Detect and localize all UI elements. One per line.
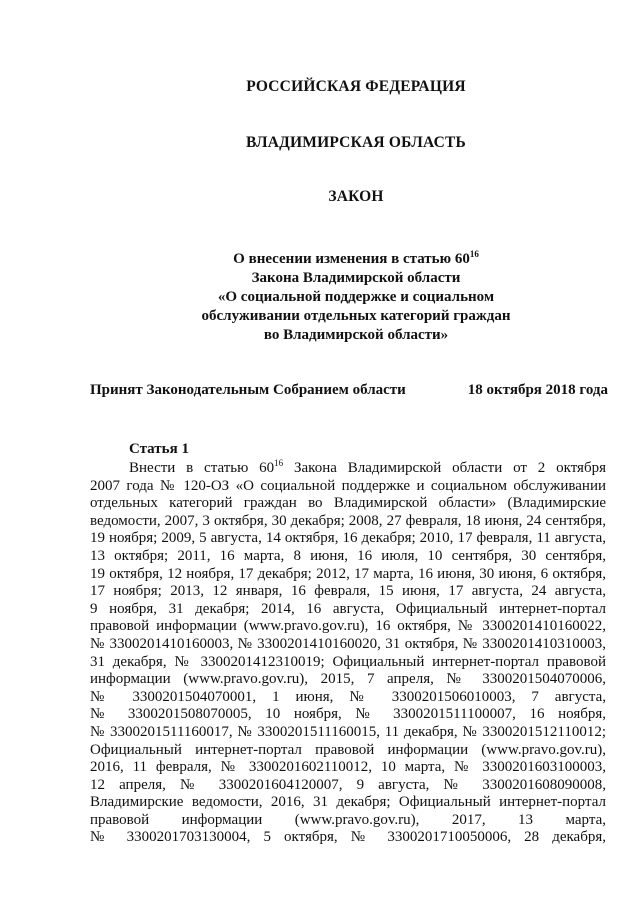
law-title-line-2: Закона Владимирской области <box>251 270 461 286</box>
article-number-superscript: 16 <box>469 249 479 259</box>
article-line: правовой информации (www.pravo.gov.ru), 16 октября, № 3300201410160022, <box>90 618 606 635</box>
law-title-line-4: обслуживании отдельных категорий граждан <box>201 308 511 324</box>
article-line: 19 ноября; 2009, 5 августа, 14 октября, 16 декабря; 2010, 17 февраля, 11 августа, <box>90 530 606 547</box>
law-title <box>36 250 640 345</box>
adoption-date: 18 октября 2018 года <box>467 382 608 398</box>
article-line: 2007 года № 120-ОЗ «О социальной поддержке и социальном обслуживании <box>90 477 606 494</box>
article-line: 13 октября; 2011, 16 марта, 8 июня, 16 июля, 10 сентября, 30 сентября, <box>90 547 606 564</box>
adoption-line <box>90 382 608 399</box>
article-line: 31 декабря, № 3300201412310019; Официальный интернет-портал правовой <box>90 653 606 670</box>
article-line: 2016, 11 февраля, № 3300201602110012, 10 марта, № 3300201603100003, <box>90 759 606 776</box>
law-title-line-5: во Владимирской области» <box>263 327 449 343</box>
law-title-line-1: О внесении изменения в статью $60^{16}$ <box>233 249 479 267</box>
article-line: информации (www.pravo.gov.ru), 2015, 7 апреля, № 3300201504070006, <box>90 671 606 688</box>
article-line: № 3300201508070005, 10 ноября, № 3300201511100007, 16 ноября, <box>90 706 606 723</box>
article-line: 17 ноября; 2013, 12 января, 16 февраля, 15 июня, 17 августа, 24 августа, <box>90 583 606 600</box>
law-title-line-3: «О социальной поддержке и социальном <box>217 289 495 305</box>
article-line: 9 ноября, 31 декабря; 2014, 16 августа, Официальный интернет-портал <box>90 600 606 617</box>
article-line: правовой информации (www.pravo.gov.ru), 2017, 13 марта, <box>90 811 606 828</box>
article-line: № 3300201703130004, 5 октября, № 3300201710050006, 28 декабря, <box>90 829 606 846</box>
country-heading: РОССИЙСКАЯ ФЕДЕРАЦИЯ <box>246 78 466 95</box>
article-line: отдельных категорий граждан во Владимирской области» (Владимирские <box>90 495 606 512</box>
article-line: Официальный интернет-портал правовой информации (www.pravo.gov.ru), <box>90 741 606 758</box>
region-heading: ВЛАДИМИРСКАЯ ОБЛАСТЬ <box>246 134 466 151</box>
article-line: Внести в статью $60^{16}$ Закона Владимирской области от 2 октября <box>129 458 606 476</box>
adopted-by: Принят Законодательным Собранием области <box>90 382 406 398</box>
article-body <box>90 460 606 847</box>
document-type-heading: ЗАКОН <box>328 188 384 205</box>
article-line: Владимирские ведомости, 2016, 31 декабря; Официальный интернет-портал <box>90 794 606 811</box>
article-title: Статья 1 <box>129 441 189 457</box>
article-line: ведомости, 2007, 3 октября, 30 декабря; 2008, 27 февраля, 18 июня, 24 сентября, <box>90 512 606 529</box>
article-line: № 3300201504070001, 1 июня, № 3300201506010003, 7 августа, <box>90 688 606 705</box>
article-line: № 3300201511160017, № 3300201511160015, 11 декабря, № 3300201512110012; <box>90 723 606 740</box>
article-line: 19 октября, 12 ноября, 17 декабря; 2012, 17 марта, 16 июня, 30 июня, 6 октября, <box>90 565 606 582</box>
article-line: 12 апреля, № 3300201604120007, 9 августа, № 3300201608090008, <box>90 776 606 793</box>
article-line: № 3300201410160003, № 3300201410160020, 31 октября, № 3300201410310003, <box>90 635 606 652</box>
